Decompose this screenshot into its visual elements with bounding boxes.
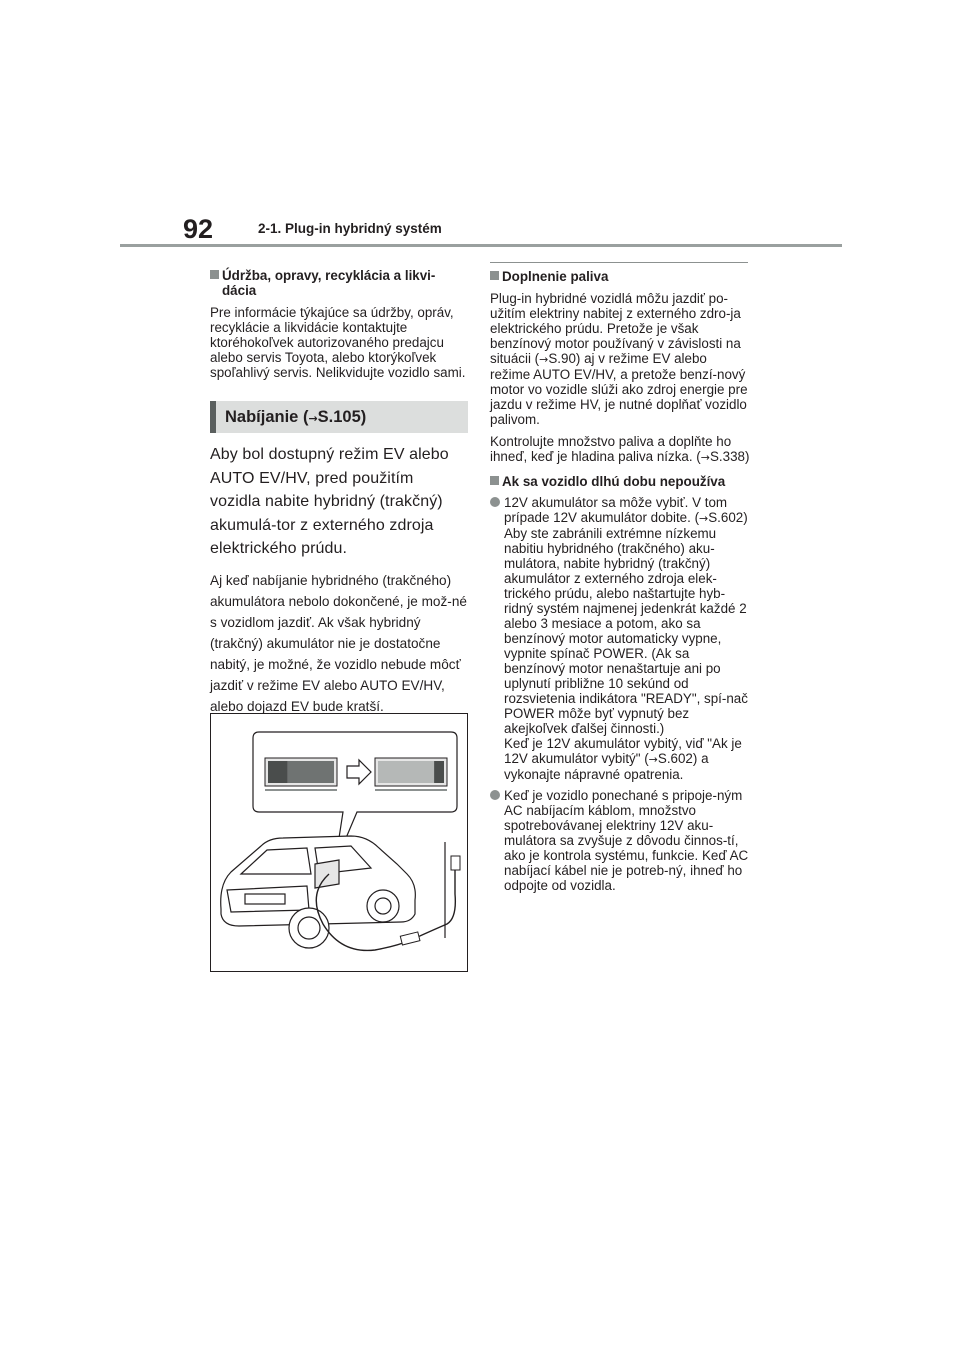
battery-before-empty (288, 761, 334, 783)
bullet-ac-cable: Keď je vozidlo ponechané s pripoje-ným AC nabíjacím káblom, množstvo spotrebovávanej elektriny 12V aku-mulátora sa zvyšuje z dôvodu činnos-tí, ako je kontrola systému, funkcie. Keď AC nabíjací kábel nie je potreb-ný, ihneď ho odpojte od vozidla. (490, 788, 750, 893)
battery-indicator-before (265, 758, 337, 790)
arrow-right-icon: → (648, 753, 658, 766)
square-bullet-icon (490, 271, 499, 280)
maintenance-heading: Údržba, opravy, recyklácia a likvi-dácia (210, 268, 468, 298)
fuel-text-1: Plug-in hybridné vozidlá môžu jazdiť po-užitím elektriny nabitej z externého zdro-ja elektrického prúdu. Pretože je však benzínový motor používaný v závislosti na situácii (→S.90) aj v režime EV alebo režime AUTO EV/HV, a pretože benzí-nový motor vo vozidle slúži ako zdroj energie pre jazdu v režime HV, je nutné doplňať vozidlo palivom. (490, 291, 748, 427)
right-column (490, 262, 750, 893)
battery-after-empty (434, 761, 444, 783)
charging-lead: Aby bol dostupný režim EV alebo AUTO EV/HV, pred použitím vozidla nabite hybridný (trakčný) akumulá-tor z externého zdroja elektrického prúdu. (210, 446, 449, 557)
battery-before-fill (268, 761, 288, 783)
battery-indicator-after (375, 758, 447, 790)
wall-outlet-icon (451, 856, 460, 870)
page-number: 92 (183, 214, 214, 244)
arrow-right-icon: → (539, 353, 549, 366)
circle-bullet-icon (490, 497, 500, 507)
maintenance-text: Pre informácie týkajúce sa údržby, opráv, recyklácie a likvidácie kontaktujte ktoréhokoľvek autorizovaného predajcu alebo servis Toyota, alebo ktorýkoľvek spoľahlivý servis. Nelikvidujte vozidlo sami. (210, 305, 466, 380)
charging-illustration (210, 713, 468, 972)
arrow-right-icon: → (699, 512, 709, 525)
chapter-title: 2-1. Plug-in hybridný systém (258, 221, 442, 236)
circle-bullet-icon (490, 790, 500, 800)
header-rule (120, 244, 842, 247)
section-rule (490, 262, 748, 263)
cable-control-box (400, 932, 420, 945)
unused-heading: Ak sa vozidlo dlhú dobu nepoužíva (490, 474, 750, 489)
battery-after-fill (378, 761, 434, 783)
charging-illustration-svg (211, 714, 468, 972)
square-bullet-icon (490, 476, 499, 485)
charging-note: Aj keď nabíjanie hybridného (trakčného) akumulátora nebolo dokončené, je mož-né s vozidlom jazdiť. Ak však hybridný (trakčný) akumulátor nie je dostatočne nabitý, je možné, že vozidlo nebude môcť jazdiť v režime EV alebo AUTO EV/HV, alebo dojazd EV bude kratší. (210, 572, 467, 714)
arrow-right-icon: → (308, 412, 318, 425)
fuel-heading: Doplnenie paliva (490, 269, 750, 284)
arrow-right-icon: → (700, 451, 710, 464)
charging-banner: Nabíjanie (→S.105) (210, 401, 468, 433)
square-bullet-icon (210, 270, 219, 279)
left-column (210, 268, 468, 717)
fuel-text-2: Kontrolujte množstvo paliva a doplňte ho ihneď, keď je hladina paliva nízka. (→S.338) (490, 434, 750, 464)
bullet-12v-battery: 12V akumulátor sa môže vybiť. V tom prípade 12V akumulátor dobite. (→S.602) Aby ste zabránili extrémne nízkemu nabitiu hybridného (trakčného) aku-mulátora, nabite hybridný (trakčný) akumulátor z externého zdroja elek-trického prúdu, alebo naštartujte hyb-ridný systém najmenej jedenkrát každé 2 alebo 3 mesiace a potom, ako sa benzínový motor automaticky vypne, vypnite spínač POWER. (Ak sa benzínový motor nenaštartuje ani po uplynutí približne 10 sekúnd od rozsvietenia indikátora "READY", spí-nač POWER môže byť vypnutý bez akejkoľvek ďalšej činnosti.) Keď je 12V akumulátor vybitý, viď "Ak je 12V akumulátor vybitý" (→S.602) a vykonajte nápravné opatrenia. (490, 495, 750, 782)
